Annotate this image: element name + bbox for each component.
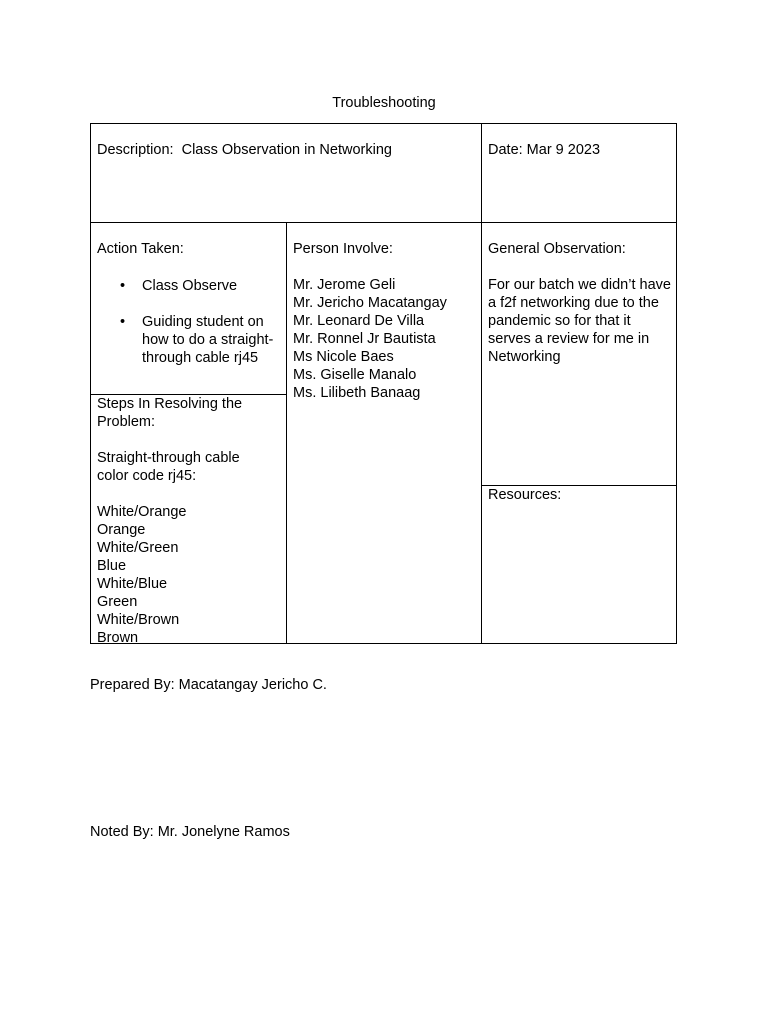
list-item: Brown: [97, 630, 139, 646]
description-text: Description: Class Observation in Networking: [97, 142, 392, 158]
bullet-icon: •: [120, 278, 126, 294]
list-item: Green: [97, 594, 138, 610]
color-code-list: [97, 503, 282, 647]
person-list: [293, 276, 478, 402]
list-item: Mr. Jericho Macatangay: [293, 295, 447, 311]
action-item-text: Guiding student on how to do a straight-through cable rj45: [142, 314, 274, 366]
document-title: Troubleshooting: [332, 95, 436, 111]
steps-subheading: Straight-through cable color code rj45:: [97, 450, 240, 484]
list-item: White/Orange: [97, 504, 187, 520]
resources-cell: [488, 486, 673, 504]
date-text: Date: Mar 9 2023: [488, 142, 601, 158]
list-item: Mr. Jerome Geli: [293, 277, 396, 293]
list-item: Blue: [97, 558, 127, 574]
column-divider-date: [481, 123, 482, 644]
list-item: Ms. Giselle Manalo: [293, 367, 417, 383]
person-involve-heading: Person Involve:: [293, 241, 393, 257]
list-item: White/Blue: [97, 576, 168, 592]
resources-heading: Resources:: [488, 487, 562, 503]
general-observation-cell: [488, 240, 673, 366]
person-involve-cell: [293, 240, 478, 402]
list-item: Ms. Lilibeth Banaag: [293, 385, 421, 401]
description-cell: [97, 141, 477, 159]
table-border-top: [90, 123, 677, 124]
noted-by: Noted By: Mr. Jonelyne Ramos: [90, 824, 290, 840]
list-item: White/Green: [97, 540, 179, 556]
date-cell: [488, 141, 673, 159]
action-taken-list: [120, 277, 282, 367]
prepared-by: Prepared By: Macatangay Jericho C.: [90, 677, 327, 693]
list-item: [120, 277, 282, 295]
column-divider-person: [286, 222, 287, 644]
table-border-left: [90, 123, 91, 644]
action-item-text: Class Observe: [142, 278, 238, 294]
action-taken-cell: [97, 240, 282, 385]
steps-heading: Steps In Resolving the Problem:: [97, 396, 243, 430]
general-observation-text: For our batch we didn’t have a f2f networking due to the pandemic so for that it serves a review for me in Networking: [488, 277, 671, 365]
row-divider: [90, 222, 677, 223]
list-item: Mr. Leonard De Villa: [293, 313, 425, 329]
general-observation-heading: General Observation:: [488, 241, 626, 257]
list-item: White/Brown: [97, 612, 180, 628]
list-item: Orange: [97, 522, 146, 538]
list-item: Ms Nicole Baes: [293, 349, 394, 365]
list-item: Mr. Ronnel Jr Bautista: [293, 331, 436, 347]
bullet-icon: •: [120, 314, 126, 330]
action-taken-heading: Action Taken:: [97, 241, 184, 257]
table-border-right: [676, 123, 677, 644]
steps-cell: [97, 395, 282, 647]
list-item: [120, 313, 282, 367]
troubleshooting-table: [90, 123, 677, 644]
